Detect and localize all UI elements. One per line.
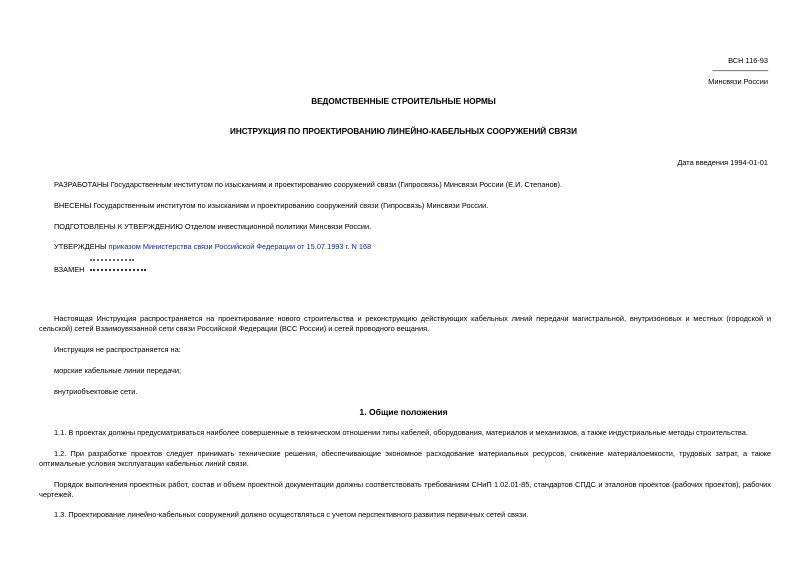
prepared-by: ПОДГОТОВЛЕНЫ К УТВЕРЖДЕНИЮ Отделом инвестиционной политики Минсвязи России. (54, 222, 372, 231)
clause-1-1: 1.1. В проектах должны предусматриваться наиболее совершенные в техническом отношении типы кабелей, оборудования, материалов и механизмов, а также индустриальные методы строительства. (54, 428, 748, 437)
exclusions-intro: Инструкция не распространяется на: (54, 345, 181, 354)
document-category-title: ВЕДОМСТВЕННЫЕ СТРОИТЕЛЬНЫЕ НОРМЫ (311, 97, 496, 106)
replaced-document-line (90, 259, 134, 265)
exclusion-item: внутриобъектовые сети. (54, 387, 138, 396)
replaced-documents-placeholder (90, 259, 146, 275)
section-heading: 1. Общие положения (359, 407, 448, 417)
document-title: ИНСТРУКЦИЯ ПО ПРОЕКТИРОВАНИЮ ЛИНЕЙНО-КАБЕЛЬНЫХ СООРУЖЕНИЙ СВЯЗИ (230, 127, 577, 136)
developed-by: РАЗРАБОТАНЫ Государственным институтом по изысканиям и проектированию сооружений связи (Гипросвязь) Минсвязи России (Е.И. Степанов). (54, 180, 562, 189)
document-organization: Минсвязи России (708, 77, 768, 86)
effective-date: Дата введения 1994-01-01 (677, 158, 768, 167)
document-code: ВСН 116-93 (728, 56, 768, 65)
exclusion-item: морские кабельные линии передачи; (54, 366, 182, 375)
approval-order-link[interactable]: приказом Министерства связи Российской Федерации от 15.07.1993 г. N 168 (108, 242, 372, 251)
replaced-document-line (90, 269, 146, 275)
procedure-paragraph: Порядок выполнения проектных работ, состав и объем проектной документации должны соответствовать требованиям СНиП 1.02.01-85, стандартов СПДС и эталонов проектов (рабочих проектов), рабочих чертежей. (39, 480, 771, 499)
clause-1-3: 1.3. Проектирование линейно-кабельных сооружений должно осуществляться с учетом перспективного развития первичных сетей связи. (54, 510, 529, 519)
approved-prefix: УТВЕРЖДЕНЫ (54, 242, 109, 251)
clause-1-2: 1.2. При разработке проектов следует принимать технические решения, обеспечивающие экономное расходование материальных ресурсов, снижение материалоемкости, трудовых затрат, а также оптимальные условия эксплуатации кабельных линий связи. (39, 449, 771, 468)
scope-paragraph: Настоящая Инструкция распространяется на проектирование нового строительства и реконструкцию действующих кабельных линий передачи магистральной, внутризоновых и местных (городской и сельской) сетей Взаимоувязанной сети связи Российской Федерации (ВСС России) и сетей проводного вещания. (39, 314, 771, 333)
replaces-label: ВЗАМЕН (54, 265, 85, 274)
introduced-by: ВНЕСЕНЫ Государственным институтом по изысканиям и проектированию сооружений связи (Гипросвязь) Минсвязи России. (54, 201, 489, 210)
approved-by (54, 242, 371, 252)
header-rule: ------------------------------ (712, 66, 768, 75)
